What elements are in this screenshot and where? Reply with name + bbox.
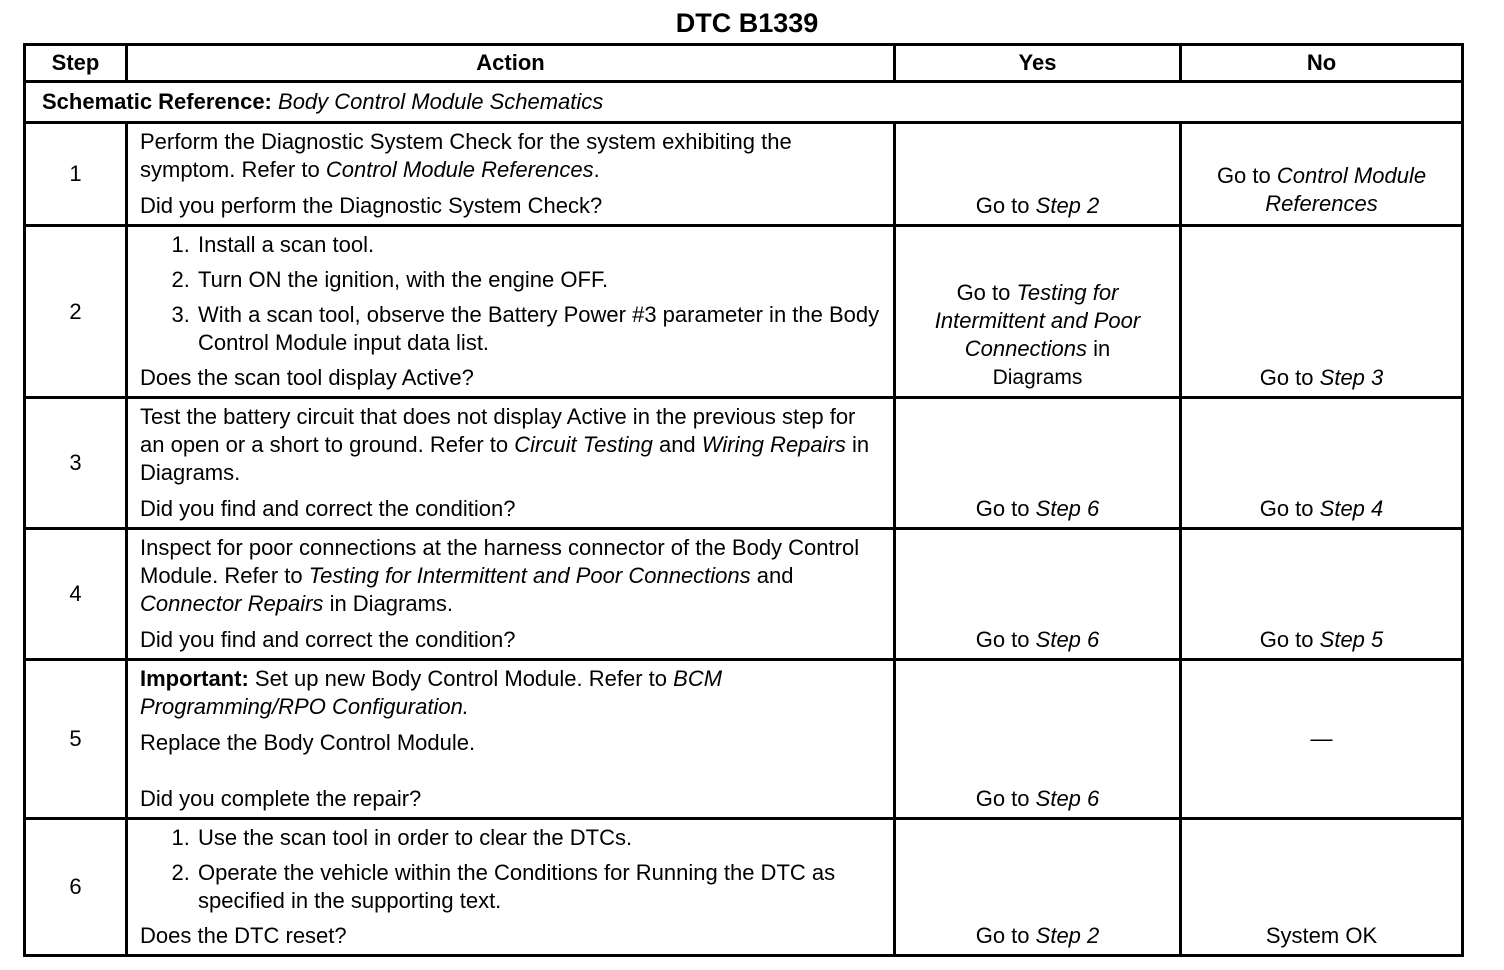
page-title: DTC B1339 (675, 8, 819, 38)
list-item: 1. Use the scan tool in order to clear the DTCs. (196, 824, 883, 852)
step-number: 3 (25, 398, 127, 529)
action-cell (127, 819, 895, 956)
no-cell (1181, 660, 1463, 819)
no-cell: Go to Step 3 (1181, 226, 1463, 398)
yes-link[interactable]: Step 6 (1035, 496, 1100, 521)
step-number: 4 (25, 529, 127, 660)
no-link[interactable]: Step 5 (1319, 627, 1384, 652)
table-row (25, 226, 1463, 398)
table-row (25, 529, 1463, 660)
header-yes: Yes (895, 45, 1181, 82)
action-text: Important: Set up new Body Control Module. Refer to BCM Programming/RPO Configuration. (140, 666, 723, 719)
action-cell (127, 660, 895, 819)
no-cell (1181, 819, 1463, 956)
action-list (140, 231, 883, 357)
list-item: 1. Install a scan tool. (196, 231, 883, 259)
header-action: Action (127, 45, 895, 82)
action-question: Does the DTC reset? (140, 923, 347, 948)
yes-cell: Go to Step 6 (895, 660, 1181, 819)
ref-link[interactable]: Circuit Testing (514, 432, 653, 457)
action-question: Does the scan tool display Active? (140, 365, 474, 390)
yes-link[interactable]: Step 6 (1035, 627, 1100, 652)
step-number: 2 (25, 226, 127, 398)
yes-cell: Go to Step 6 (895, 398, 1181, 529)
important-label: Important: (140, 666, 249, 691)
schematic-link[interactable]: Body Control Module Schematics (278, 89, 604, 114)
no-cell: Go to Control Module References (1181, 123, 1463, 226)
action-question: Did you find and correct the condition? (140, 627, 516, 652)
action-question: Did you perform the Diagnostic System Check? (140, 193, 603, 218)
yes-cell: Go to Step 2 (895, 123, 1181, 226)
yes-link[interactable]: Testing for Intermittent and Poor Connections (934, 280, 1141, 361)
action-text: Perform the Diagnostic System Check for the system exhibiting the symptom. Refer to Control Module References. (140, 129, 792, 182)
action-cell (127, 226, 895, 398)
yes-cell: Go to Step 2 (895, 819, 1181, 956)
ref-link[interactable]: Control Module References (325, 157, 594, 182)
no-cell: Go to Step 4 (1181, 398, 1463, 529)
ref-link[interactable]: BCM Programming/RPO Configuration. (140, 666, 723, 719)
action-cell (127, 398, 895, 529)
step-number: 6 (25, 819, 127, 956)
yes-cell: Go to Step 6 (895, 529, 1181, 660)
no-value: — (1310, 726, 1333, 751)
no-link[interactable]: Control Module References (1265, 163, 1427, 216)
table-row (25, 123, 1463, 226)
no-link[interactable]: Step 3 (1319, 365, 1384, 390)
header-step: Step (25, 45, 127, 82)
action-list (140, 824, 883, 915)
list-item: 2. Operate the vehicle within the Conditions for Running the DTC as specified in the supporting text. (196, 859, 883, 915)
header-row (25, 45, 1463, 82)
action-question: Did you find and correct the condition? (140, 496, 516, 521)
ref-link[interactable]: Wiring Repairs (701, 432, 846, 457)
step-number: 5 (25, 660, 127, 819)
table-row (25, 398, 1463, 529)
diagnostic-table (23, 43, 1464, 957)
ref-link[interactable]: Testing for Intermittent and Poor Connections (308, 563, 751, 588)
no-value: System OK (1265, 923, 1378, 948)
header-no: No (1181, 45, 1463, 82)
yes-link[interactable]: Step 2 (1035, 923, 1100, 948)
action-question: Did you complete the repair? (140, 786, 422, 811)
action-cell (127, 529, 895, 660)
table-row (25, 660, 1463, 819)
list-item: 3. With a scan tool, observe the Battery Power #3 parameter in the Body Control Module input data list. (196, 301, 883, 357)
yes-link[interactable]: Step 6 (1035, 786, 1100, 811)
action-text: Test the battery circuit that does not display Active in the previous step for an open or a short to ground. Refer to Circuit Testing and Wiring Repairs in Diagrams. (140, 404, 870, 485)
yes-cell: Go to Testing for Intermittent and Poor Connections in Diagrams (895, 226, 1181, 398)
schematic-row (25, 82, 1463, 123)
list-item: 2. Turn ON the ignition, with the engine OFF. (196, 266, 883, 294)
table-row (25, 819, 1463, 956)
no-link[interactable]: Step 4 (1319, 496, 1384, 521)
schematic-label: Schematic Reference: (42, 89, 272, 114)
step-number: 1 (25, 123, 127, 226)
schematic-reference (25, 82, 1463, 123)
action-text: Replace the Body Control Module. (140, 730, 476, 755)
no-cell: Go to Step 5 (1181, 529, 1463, 660)
ref-link[interactable]: Connector Repairs (140, 591, 324, 616)
action-text: Inspect for poor connections at the harness connector of the Body Control Module. Refer to Testing for Intermittent and Poor Connections and Connector Repairs in Diagrams. (140, 535, 860, 616)
yes-link[interactable]: Step 2 (1035, 193, 1100, 218)
action-cell (127, 123, 895, 226)
